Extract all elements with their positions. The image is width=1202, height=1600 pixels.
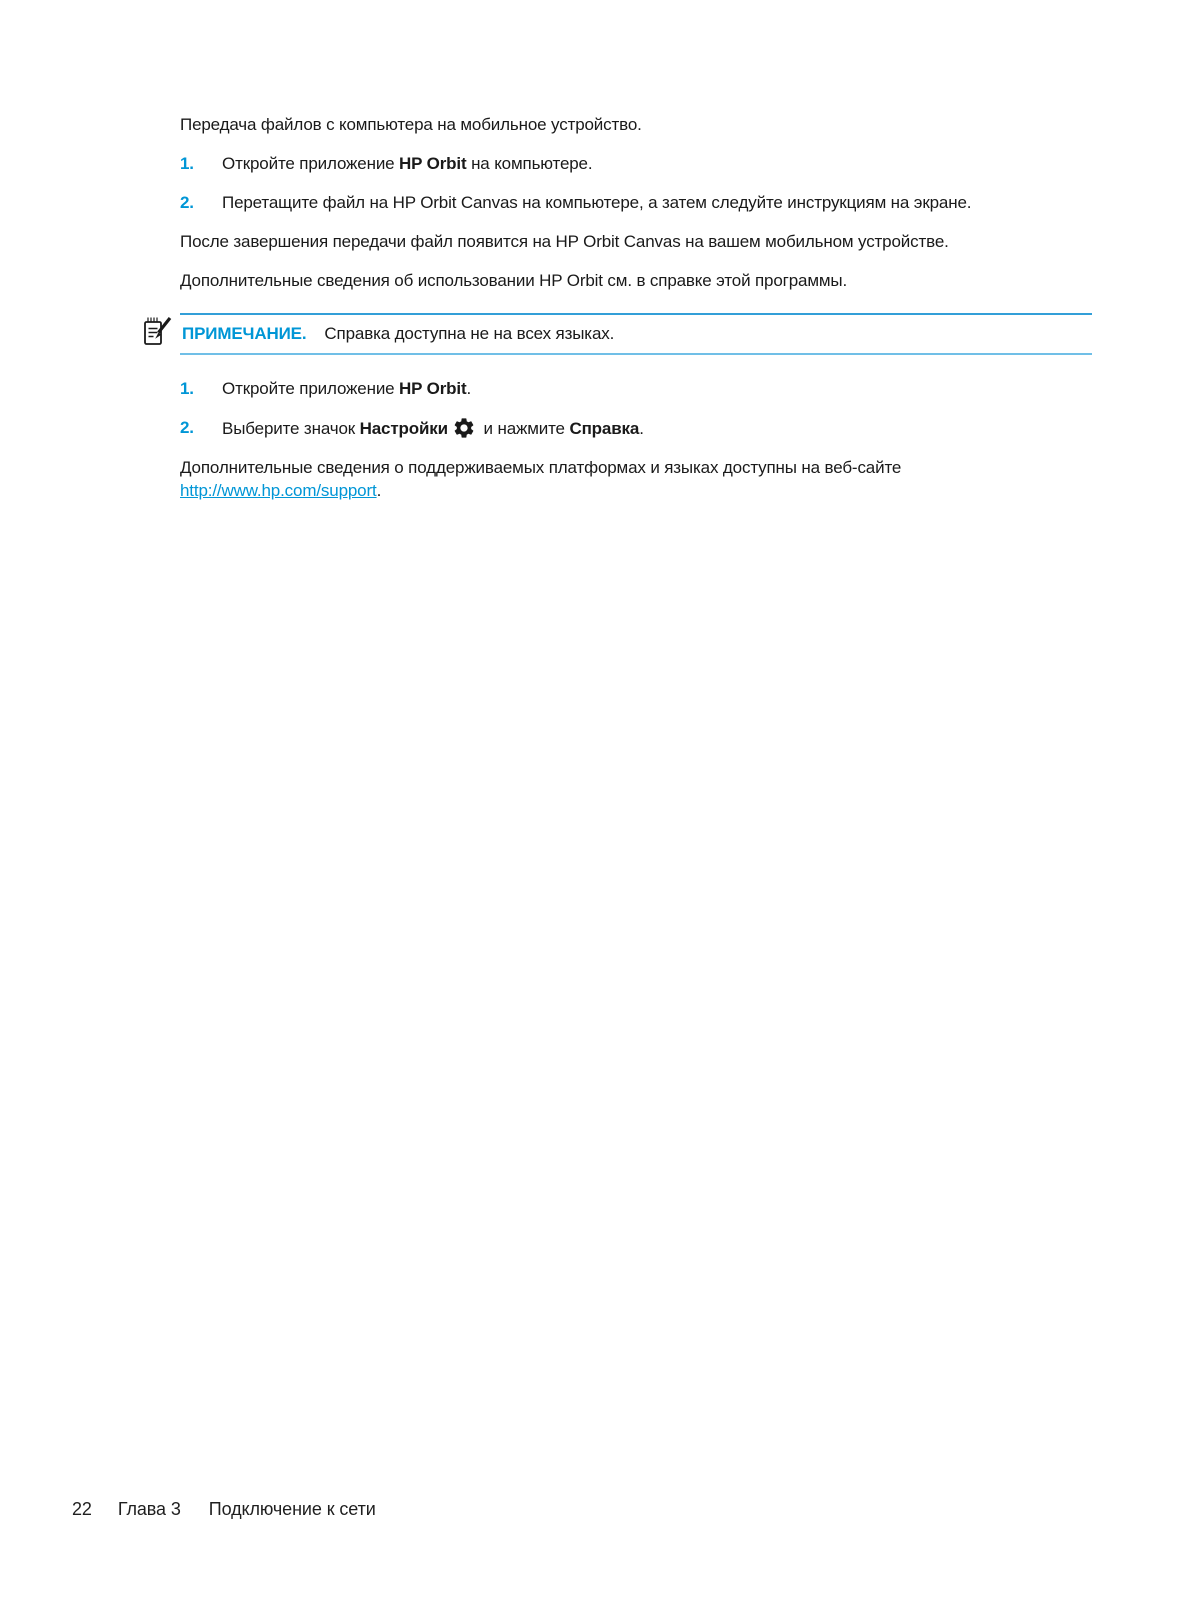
more-info-paragraph: Дополнительные сведения об использовании HP Orbit см. в справке этой программы.: [180, 271, 848, 290]
step-text-pre: Выберите значок: [222, 419, 360, 438]
page-content: [180, 113, 1092, 518]
note-text: Справка доступна не на всех языках.: [324, 324, 615, 343]
footer-page-number: 22: [72, 1499, 92, 1519]
step-text-post: на компьютере.: [466, 154, 593, 173]
step-text-pre: Откройте приложение: [222, 379, 400, 398]
step-text: [222, 377, 1092, 400]
step-number: 2.: [180, 418, 194, 437]
step-text: [222, 191, 1092, 214]
step-text: [222, 416, 1092, 440]
footer-chapter: Глава 3: [117, 1499, 181, 1519]
step-number: 1.: [180, 379, 194, 398]
step-text-bold: HP Orbit: [399, 154, 467, 173]
note-block: [180, 313, 1092, 355]
step-text-bold: HP Orbit: [399, 379, 467, 398]
step-text: [222, 152, 1092, 175]
step-number: 1.: [180, 154, 194, 173]
intro-paragraph: Передача файлов с компьютера на мобильное устройство.: [180, 115, 642, 134]
support-link[interactable]: http://www.hp.com/support: [180, 481, 377, 500]
step-text-bold2: Справка: [569, 419, 640, 438]
step-text-mid: и нажмите: [478, 419, 570, 438]
transfer-step-2: [180, 191, 1092, 214]
notepad-pencil-icon: [142, 315, 172, 349]
step-text-bold: Настройки: [359, 419, 448, 438]
step-text-pre: Перетащите файл на HP Orbit Canvas на компьютере, а затем следуйте инструкциям на экране.: [222, 193, 972, 212]
step-text-pre: Откройте приложение: [222, 154, 400, 173]
platforms-text-post: .: [376, 481, 382, 500]
footer-chapter-title: Подключение к сети: [208, 1499, 376, 1519]
note-label: ПРИМЕЧАНИЕ.: [182, 324, 307, 343]
platforms-paragraph: [180, 456, 1092, 502]
help-step-2: [180, 416, 1092, 440]
step-text-post: .: [466, 379, 472, 398]
page-footer: [72, 1499, 376, 1520]
transfer-step-1: [180, 152, 1092, 175]
platforms-text: Дополнительные сведения о поддерживаемых платформах и языках доступны на веб-сайте: [180, 458, 902, 477]
step-number: 2.: [180, 193, 194, 212]
gear-icon: [452, 416, 476, 440]
step-text-post: .: [639, 419, 644, 438]
after-transfer-paragraph: После завершения передачи файл появится на HP Orbit Canvas на вашем мобильном устройстве.: [180, 232, 949, 251]
help-step-1: [180, 377, 1092, 400]
